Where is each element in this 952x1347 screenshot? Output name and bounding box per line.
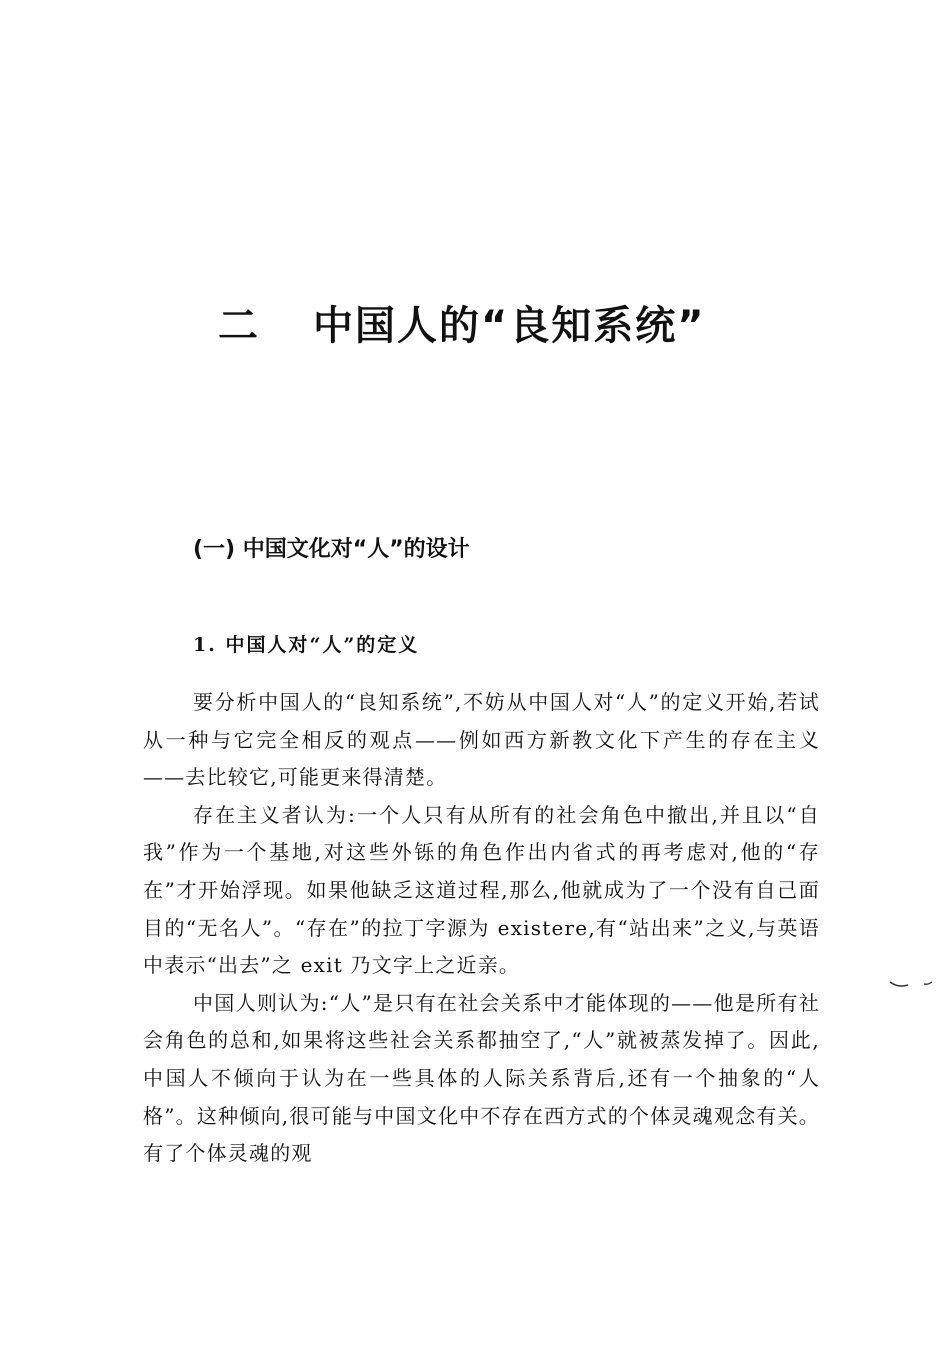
chapter-title (218, 300, 838, 352)
chapter-number: 二 (218, 303, 260, 349)
scan-edge-mark (888, 976, 934, 990)
body-text (143, 684, 820, 1173)
paragraph: 中国人则认为:“人”是只有在社会关系中才能体现的——他是所有社会角色的总和,如果将这些社会关系都抽空了,“人”就被蒸发掉了。因此,中国人不倾向于认为在一些具体的人际关系背后,还有一个抽象的“人格”。这种倾向,很可能与中国文化中不存在西方式的个体灵魂观念有关。有了个体灵魂的观 (143, 990, 820, 1166)
chapter-title-text: 中国人的“良知系统” (313, 303, 706, 349)
section-title: (一) 中国文化对“人”的设计 (193, 537, 470, 562)
paragraph: 要分析中国人的“良知系统”,不妨从中国人对“人”的定义开始,若试从一种与它完全相反的观点——例如西方新教文化下产生的存在主义——去比较它,可能更来得清楚。 (143, 690, 820, 790)
paragraph: 存在主义者认为:一个人只有从所有的社会角色中撤出,并且以“自我”作为一个基地,对这些外铄的角色作出内省式的再考虑对,他的“存在”才开始浮现。如果他缺乏这道过程,那么,他就成为了一个没有自己面目的“无名人”。“存在”的拉丁字源为 existere,有“站出来”之义,与英语中表示“出去”之 exit 乃文字上之近亲。 (143, 802, 820, 978)
subsection-title: 1. 中国人对“人”的定义 (193, 634, 420, 656)
